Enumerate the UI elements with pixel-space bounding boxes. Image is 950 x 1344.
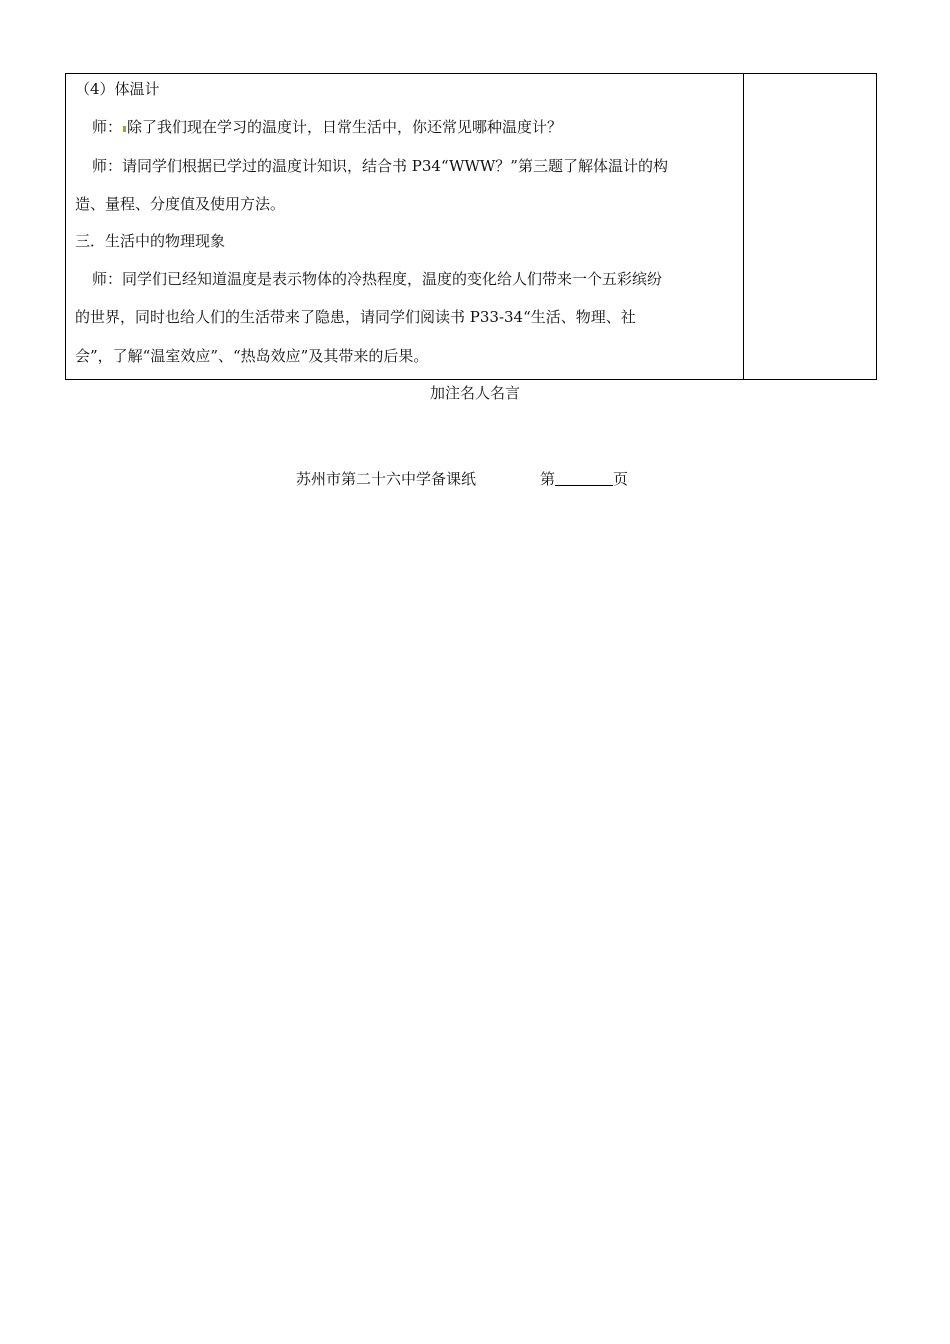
- school-name: 苏州市第二十六中学备课纸: [296, 470, 477, 488]
- section-heading-thermometer: （4）体温计: [75, 80, 160, 98]
- teacher-instruction-line-2: 造、量程、分度值及使用方法。: [75, 195, 286, 213]
- caption-quote-note: 加注名人名言: [429, 384, 520, 402]
- teacher-reading-line-2: 的世界，同时也给人们的生活带来了隐患，请同学们阅读书 P33-34“生活、物理、社: [75, 308, 636, 326]
- page-footer: [296, 470, 628, 488]
- teacher-instruction-line-1: 师：请同学们根据已学过的温度计知识，结合书 P34“WWW？”第三题了解体温计的构: [92, 157, 668, 175]
- page-suffix: 页: [613, 470, 629, 488]
- teacher-reading-line-1: 师：同学们已经知道温度是表示物体的冷热程度，温度的变化给人们带来一个五彩缤纷: [92, 270, 663, 288]
- teacher-question-text: 除了我们现在学习的温度计，日常生活中，你还常见哪种温度计？: [127, 118, 563, 136]
- page-prefix: 第: [540, 470, 556, 488]
- edit-marker-icon: [123, 126, 126, 132]
- teacher-question-line: [92, 118, 562, 136]
- lesson-content-cell: [66, 74, 744, 379]
- notes-cell: [744, 74, 876, 379]
- page-number-blank: [555, 471, 613, 486]
- lesson-table: [65, 73, 877, 380]
- page-number-field: [540, 470, 628, 488]
- speaker-label: 师：: [92, 118, 123, 136]
- teacher-reading-line-3: 会”，了解“温室效应”、“热岛效应”及其带来的后果。: [75, 347, 429, 365]
- section-heading-phenomena: 三．生活中的物理现象: [75, 232, 226, 250]
